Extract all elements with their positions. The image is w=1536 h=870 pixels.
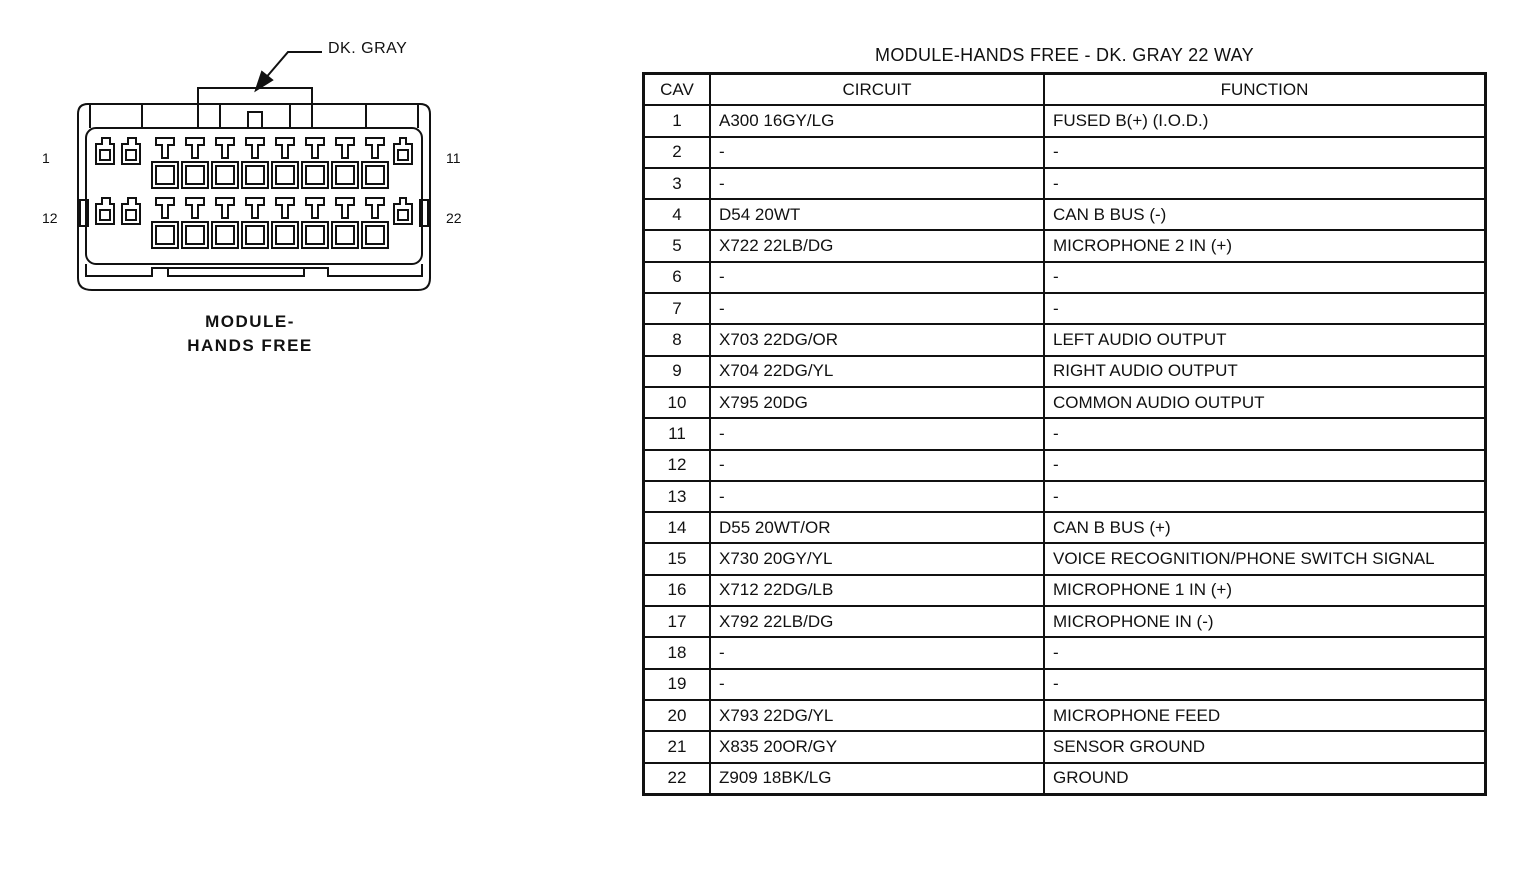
table-row <box>644 606 1486 637</box>
terminal-icon <box>246 198 264 218</box>
function-cell: - <box>1044 669 1486 700</box>
cavity-icon <box>306 166 324 184</box>
connector-latch <box>198 88 312 128</box>
pin-label-22: 22 <box>446 210 462 226</box>
circuit-cell: - <box>710 637 1044 668</box>
circuit-cell: X835 20OR/GY <box>710 731 1044 762</box>
cavity-icon <box>336 226 354 244</box>
circuit-cell: X795 20DG <box>710 387 1044 418</box>
circuit-cell: - <box>710 450 1044 481</box>
cav-cell: 3 <box>644 168 711 199</box>
cavity-icon <box>276 166 294 184</box>
terminal-icon <box>216 138 234 158</box>
pin-label-11: 11 <box>446 150 461 166</box>
table-row <box>644 418 1486 449</box>
function-cell: CAN B BUS (+) <box>1044 512 1486 543</box>
function-cell: GROUND <box>1044 763 1486 795</box>
function-cell: - <box>1044 637 1486 668</box>
table-row <box>644 512 1486 543</box>
table-title: MODULE-HANDS FREE - DK. GRAY 22 WAY <box>875 45 1254 65</box>
function-cell: COMMON AUDIO OUTPUT <box>1044 387 1486 418</box>
terminal-icon <box>366 198 384 218</box>
function-cell: - <box>1044 481 1486 512</box>
pinout-table <box>642 72 1487 796</box>
circuit-cell: - <box>710 293 1044 324</box>
cavity-icon <box>276 226 294 244</box>
function-cell: LEFT AUDIO OUTPUT <box>1044 324 1486 355</box>
header-circuit: CIRCUIT <box>710 74 1044 106</box>
cav-cell: 4 <box>644 199 711 230</box>
cavity-icon <box>216 226 234 244</box>
table-row <box>644 387 1486 418</box>
cavity-icon <box>398 150 408 160</box>
connector-color-label: DK. GRAY <box>328 40 408 57</box>
function-cell: VOICE RECOGNITION/PHONE SWITCH SIGNAL <box>1044 543 1486 574</box>
terminal-icon <box>246 138 264 158</box>
table-row <box>644 763 1486 795</box>
cav-cell: 15 <box>644 543 711 574</box>
cavity-icon <box>336 166 354 184</box>
function-cell: - <box>1044 450 1486 481</box>
terminal-icon <box>156 198 174 218</box>
function-cell: - <box>1044 137 1486 168</box>
terminal-icon <box>306 198 324 218</box>
circuit-cell: D55 20WT/OR <box>710 512 1044 543</box>
pin-label-1: 1 <box>42 150 50 166</box>
circuit-cell: X703 22DG/OR <box>710 324 1044 355</box>
circuit-cell: - <box>710 669 1044 700</box>
circuit-cell: - <box>710 481 1044 512</box>
circuit-cell: A300 16GY/LG <box>710 105 1044 136</box>
function-cell: SENSOR GROUND <box>1044 731 1486 762</box>
table-row <box>644 262 1486 293</box>
table-row <box>644 481 1486 512</box>
cav-cell: 6 <box>644 262 711 293</box>
circuit-cell: Z909 18BK/LG <box>710 763 1044 795</box>
circuit-cell: X704 22DG/YL <box>710 356 1044 387</box>
cav-cell: 1 <box>644 105 711 136</box>
cav-cell: 5 <box>644 230 711 261</box>
header-function: FUNCTION <box>1044 74 1486 106</box>
circuit-cell: - <box>710 418 1044 449</box>
terminal-icon <box>276 198 294 218</box>
circuit-cell: - <box>710 168 1044 199</box>
table-body <box>644 105 1486 794</box>
circuit-cell: X712 22DG/LB <box>710 575 1044 606</box>
cavity-icon <box>126 210 136 220</box>
function-cell: - <box>1044 418 1486 449</box>
table-row <box>644 700 1486 731</box>
terminal-icon <box>336 198 354 218</box>
module-name-line1: MODULE- <box>205 312 295 331</box>
cavity-icon <box>100 150 110 160</box>
cav-cell: 9 <box>644 356 711 387</box>
cav-cell: 20 <box>644 700 711 731</box>
circuit-cell: X792 22LB/DG <box>710 606 1044 637</box>
function-cell: - <box>1044 293 1486 324</box>
table-row <box>644 293 1486 324</box>
cavity-icon <box>100 210 110 220</box>
function-cell: MICROPHONE 2 IN (+) <box>1044 230 1486 261</box>
cavity-icon <box>306 226 324 244</box>
cavity-icon <box>246 226 264 244</box>
table-row <box>644 105 1486 136</box>
function-cell: FUSED B(+) (I.O.D.) <box>1044 105 1486 136</box>
cavity-icon <box>216 166 234 184</box>
module-name-line2: HANDS FREE <box>187 336 313 355</box>
table-row <box>644 637 1486 668</box>
callout-leader <box>264 52 322 80</box>
table-header-row <box>644 74 1486 106</box>
terminal-icon <box>156 138 174 158</box>
cav-cell: 22 <box>644 763 711 795</box>
cav-cell: 13 <box>644 481 711 512</box>
function-cell: MICROPHONE 1 IN (+) <box>1044 575 1486 606</box>
table-row <box>644 543 1486 574</box>
cav-cell: 18 <box>644 637 711 668</box>
connector-diagram <box>0 0 620 420</box>
terminal-icon <box>306 138 324 158</box>
cav-cell: 14 <box>644 512 711 543</box>
table-row <box>644 356 1486 387</box>
cav-cell: 17 <box>644 606 711 637</box>
table-row <box>644 669 1486 700</box>
circuit-cell: - <box>710 137 1044 168</box>
table-row <box>644 450 1486 481</box>
function-cell: - <box>1044 262 1486 293</box>
cavity-icon <box>366 226 384 244</box>
function-cell: RIGHT AUDIO OUTPUT <box>1044 356 1486 387</box>
circuit-cell: X722 22LB/DG <box>710 230 1044 261</box>
cavity-icon <box>366 166 384 184</box>
terminal-icon <box>336 138 354 158</box>
function-cell: MICROPHONE IN (-) <box>1044 606 1486 637</box>
terminal-icon <box>186 198 204 218</box>
function-cell: - <box>1044 168 1486 199</box>
function-cell: CAN B BUS (-) <box>1044 199 1486 230</box>
cav-cell: 16 <box>644 575 711 606</box>
circuit-cell: D54 20WT <box>710 199 1044 230</box>
terminal-icon <box>186 138 204 158</box>
circuit-cell: X793 22DG/YL <box>710 700 1044 731</box>
cavity-icon <box>246 166 264 184</box>
table-row <box>644 137 1486 168</box>
terminal-icon <box>216 198 234 218</box>
terminal-icon <box>276 138 294 158</box>
circuit-cell: - <box>710 262 1044 293</box>
cav-cell: 12 <box>644 450 711 481</box>
cavity-icon <box>126 150 136 160</box>
cav-cell: 10 <box>644 387 711 418</box>
cavity-icon <box>398 210 408 220</box>
cavity-icon <box>186 166 204 184</box>
table-row <box>644 168 1486 199</box>
pin-label-12: 12 <box>42 210 58 226</box>
function-cell: MICROPHONE FEED <box>1044 700 1486 731</box>
table-row <box>644 575 1486 606</box>
terminal-icon <box>366 138 384 158</box>
cavity-icon <box>156 166 174 184</box>
cav-cell: 8 <box>644 324 711 355</box>
cavity-icon <box>186 226 204 244</box>
cavity-icon <box>156 226 174 244</box>
cav-cell: 11 <box>644 418 711 449</box>
cav-cell: 7 <box>644 293 711 324</box>
cav-cell: 19 <box>644 669 711 700</box>
cav-cell: 2 <box>644 137 711 168</box>
table-row <box>644 324 1486 355</box>
circuit-cell: X730 20GY/YL <box>710 543 1044 574</box>
cav-cell: 21 <box>644 731 711 762</box>
table-row <box>644 230 1486 261</box>
header-cav: CAV <box>644 74 711 106</box>
table-row <box>644 731 1486 762</box>
table-row <box>644 199 1486 230</box>
